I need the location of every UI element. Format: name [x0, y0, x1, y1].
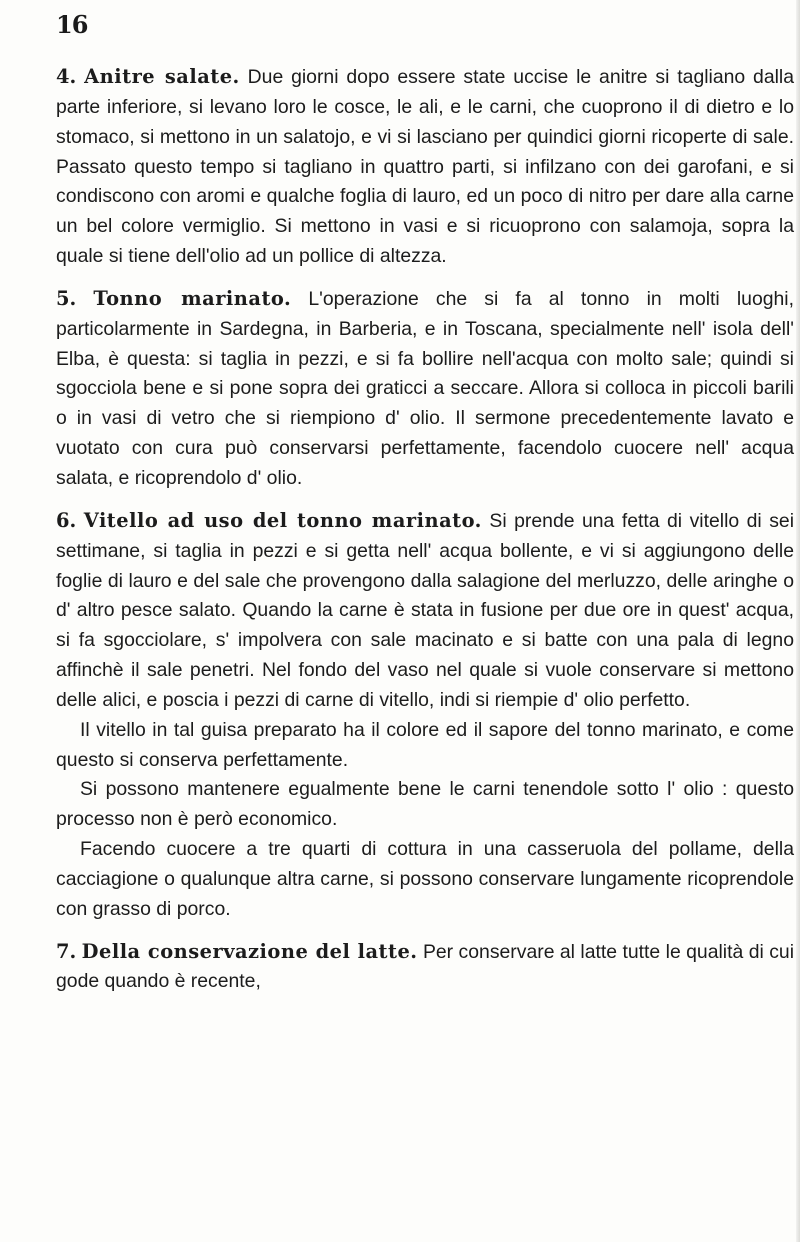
section-number: 4. — [56, 65, 77, 88]
section-heading: Vitello ad uso del tonno marinato. — [83, 508, 482, 532]
section-vitello-tonnato — [56, 506, 794, 716]
section-text: L'operazione che si fa al tonno in molti luoghi, particolarmente in Sardegna, in Barberia, e in Toscana, specialmente nell' isola dell' Elba, è questa: si taglia in pezzi, e si fa bollire nell'acqua con molto sale; quindi si sgocciola bene e si pone sopra dei graticci a seccare. Allora si colloca in piccoli barili o in vasi di vetro che si riempiono d' olio. Il sermone precedentemente lavato e vuotato con cura può conservarsi perfettamente, facendolo cuocere nell' acqua salata, e ricoprendolo d' olio. — [56, 287, 794, 489]
page-edge-shadow — [796, 0, 800, 1242]
paragraph-carni-olio — [56, 775, 794, 835]
section-conservazione-latte — [56, 937, 794, 998]
paragraph-pollame-grasso — [56, 835, 794, 925]
section-number: 6. — [56, 508, 77, 532]
section-tonno-marinato — [56, 284, 794, 494]
section-heading: Della conservazione del latte. — [81, 939, 418, 963]
paragraph-text: Facendo cuocere a tre quarti di cottura in una casseruola del pollame, della cacciagione o qualunque altra carne, si possono conservare lungamente ricoprendole con grasso di porco. — [56, 838, 794, 920]
section-text: Due giorni dopo essere state uccise le anitre si tagliano dalla parte inferiore, si levano loro le cosce, le ali, e le carni, che cuoprono il di dietro e lo stomaco, si mettono in un salatojo, e vi si lasciano per quindici giorni ricoperte di sale. Passato questo tempo si tagliano in quattro parti, si infilzano con dei garofani, e si condiscono con aromi e qualche foglia di lauro, ed un poco di nitro per dare alla carne un bel colore vermiglio. Si mettono in vasi e si ricuoprono con salamoja, sopra la quale si tiene dell'olio ad un pollice di altezza. — [56, 66, 795, 268]
page-body — [56, 62, 794, 997]
section-heading: Tonno marinato. — [93, 286, 292, 310]
section-heading: Anitre salate. — [84, 65, 240, 88]
section-number: 7. — [56, 939, 77, 963]
section-number: 5. — [56, 286, 77, 310]
paragraph-vitello-colore — [56, 716, 794, 776]
section-anitre-salate — [56, 62, 794, 272]
section-text: Per conservare al latte tutte le qualità di cui gode quando è recente, — [56, 940, 794, 993]
page-number: 16 — [56, 10, 88, 39]
section-text: Si prende una fetta di vitello di sei settimane, si taglia in pezzi e si getta nell' acqua bollente, e vi si aggiungono delle foglie di lauro e del sale che provengono dalla salagione del merluzzo, delle aringhe o d' altro pesce salato. Quando la carne è stata in fusione per due ore in quest' acqua, si fa sgocciolare, s' impolvera con sale macinato e si batte con una pala di legno affinchè il sale penetri. Nel fondo del vaso nel quale si vuole conservare si mettono delle alici, e poscia i pezzi di carne di vitello, indi si riempie d' olio perfetto. — [56, 509, 794, 711]
paragraph-text: Il vitello in tal guisa preparato ha il colore ed il sapore del tonno marinato, e come questo si conserva perfettamente. — [56, 718, 794, 771]
paragraph-text: Si possono mantenere egualmente bene le carni tenendole sotto l' olio : questo processo non è però economico. — [56, 778, 794, 831]
